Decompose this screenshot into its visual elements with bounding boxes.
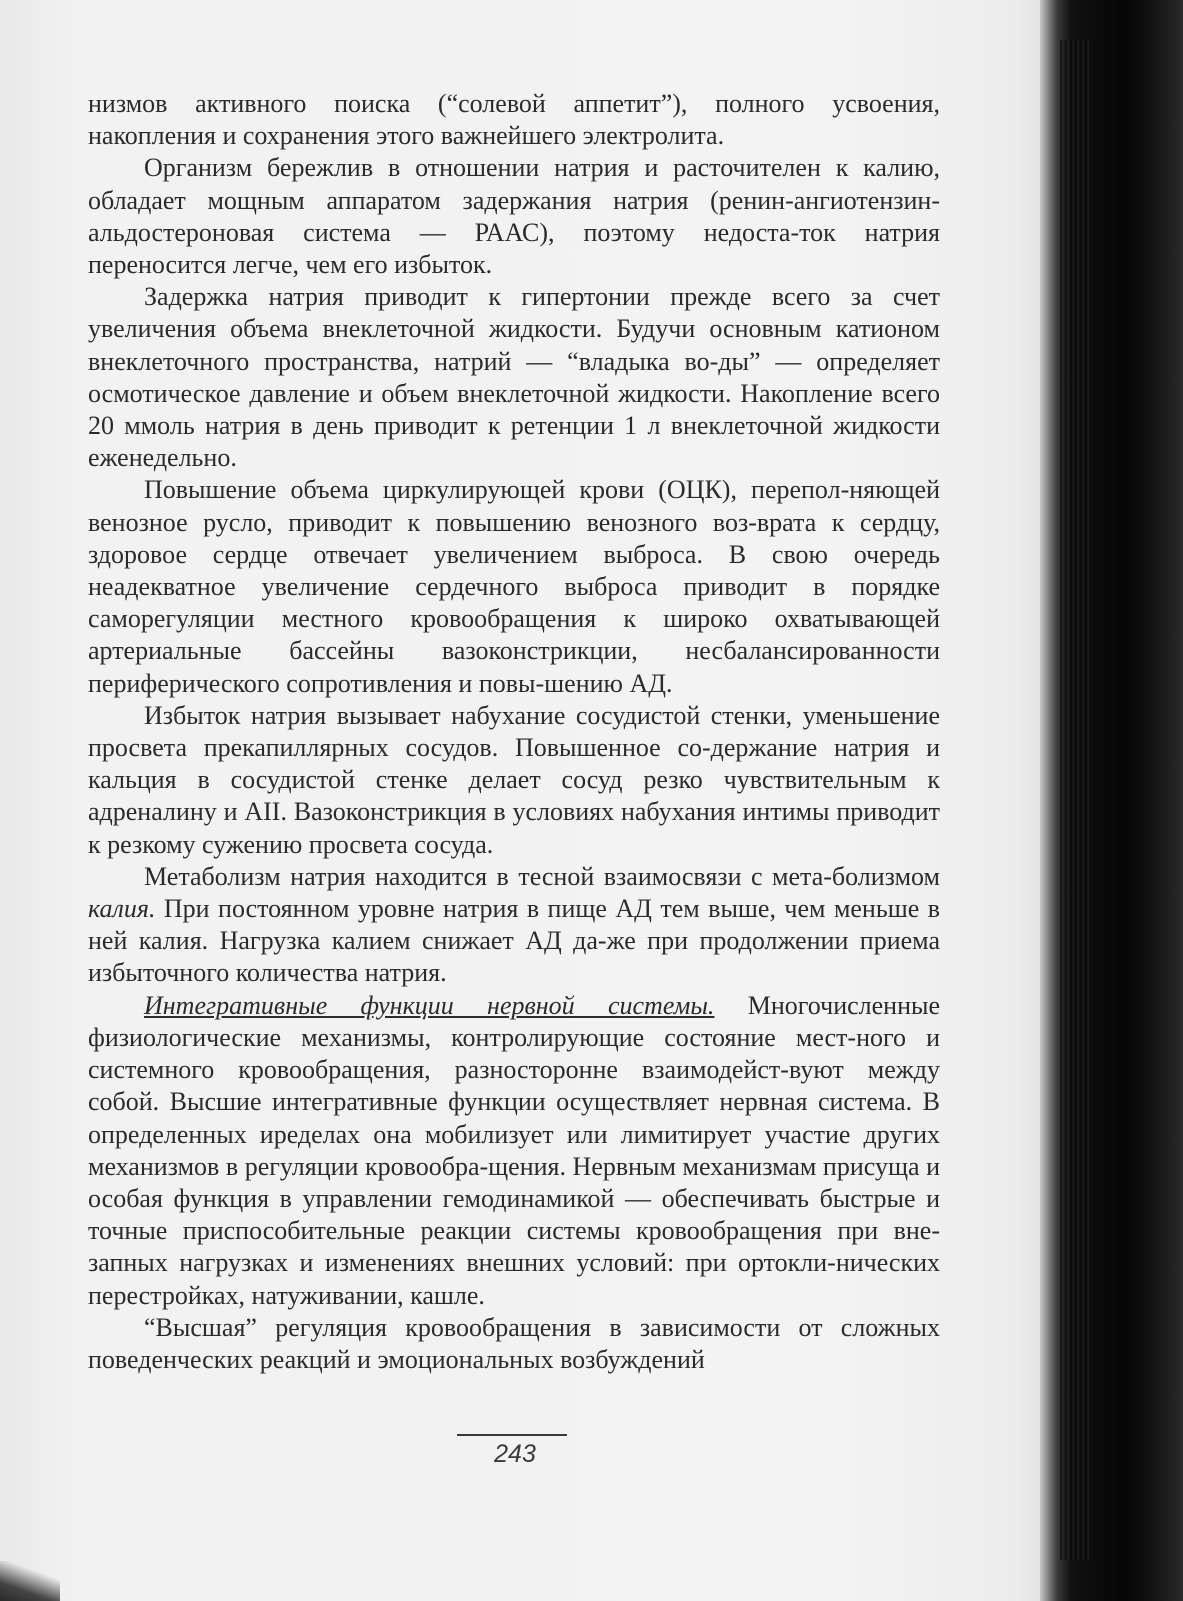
paragraph-6	[88, 861, 940, 990]
body-text	[88, 88, 940, 1376]
section-heading: Интегративные функции нервной системы.	[144, 990, 715, 1020]
footer-rule	[457, 1434, 567, 1436]
paragraph-5: Избыток натрия вызывает набухание сосудистой стенки, уменьшение просвета прекапиллярных сосудов. Повышенное со-держание натрия и кальция в сосудистой стенке делает сосуд резко чувствительным к адреналину и АII. Вазоконстрикция в условиях набухания интимы приводит к резкому сужению просвета сосуда.	[88, 700, 940, 859]
italic-term-kalia: калия.	[88, 894, 156, 924]
paragraph-7	[88, 990, 940, 1312]
corner-shadow	[0, 1561, 60, 1601]
paragraph-4: Повышение объема циркулирующей крови (ОЦК), перепол-няющей венозное русло, приводит к повышению венозного воз-врата к сердцу, здоровое сердце отвечает увеличением выброса. В свою очередь неадекватное увеличение сердечного выброса приводит в порядке саморегуляции местного кровообращения к широко охватывающей артериальные бассейны вазоконстрикции, несбалансированности периферического сопротивления и повы-шению АД.	[88, 475, 940, 698]
paragraph-6-end: При постоянном уровне натрия в пище АД тем выше, чем меньше в ней калия. Нагрузка калием снижает АД да-же при продолжении приема избыточного количества натрия.	[88, 894, 940, 988]
paragraph-1: низмов активного поиска (“солевой аппетит”), полного усвоения, накопления и сохранения этого важнейшего электролита.	[88, 89, 940, 151]
page-edges	[1060, 40, 1090, 1560]
paragraph-7-body: Многочисленные физиологические механизмы, контролирующие состояние мест-ного и системного кровообращения, разносторонне взаимодейст-вуют между собой. Высшие интегративные функции осуществляет нервная система. В определенных иределах она мобилизует или лимитирует участие других механизмов в регуляции кровообра-щения. Нервным механизмам присуща и особая функция в управлении гемодинамикой — обеспечивать быстрые и точные приспособительные реакции системы кровообращения при вне-запных нагрузках и изменениях внешних условий: при ортокли-нических перестройках, натуживании, кашле.	[88, 990, 940, 1310]
paragraph-3: Задержка натрия приводит к гипертонии прежде всего за счет увеличения объема внеклеточной жидкости. Будучи основным катионом внеклеточного пространства, натрий — “владыка во-ды” — определяет осмотическое давление и объем внеклеточной жидкости. Накопление всего 20 ммоль натрия в день приводит к ретенции 1 л внеклеточной жидкости еженедельно.	[88, 282, 940, 473]
paragraph-8: “Высшая” регуляция кровообращения в зависимости от сложных поведенческих реакций и эмоциональных возбуждений	[88, 1312, 940, 1374]
paragraph-2: Организм бережлив в отношении натрия и расточителен к калию, обладает мощным аппаратом задержания натрия (ренин-ангиотензин-альдостероновая система — РААС), поэтому недоста-ток натрия переносится легче, чем его избыток.	[88, 153, 940, 280]
paragraph-6-start: Метаболизм натрия находится в тесной взаимосвязи с мета-болизмом	[144, 861, 940, 891]
page-number: 243	[494, 1440, 536, 1468]
